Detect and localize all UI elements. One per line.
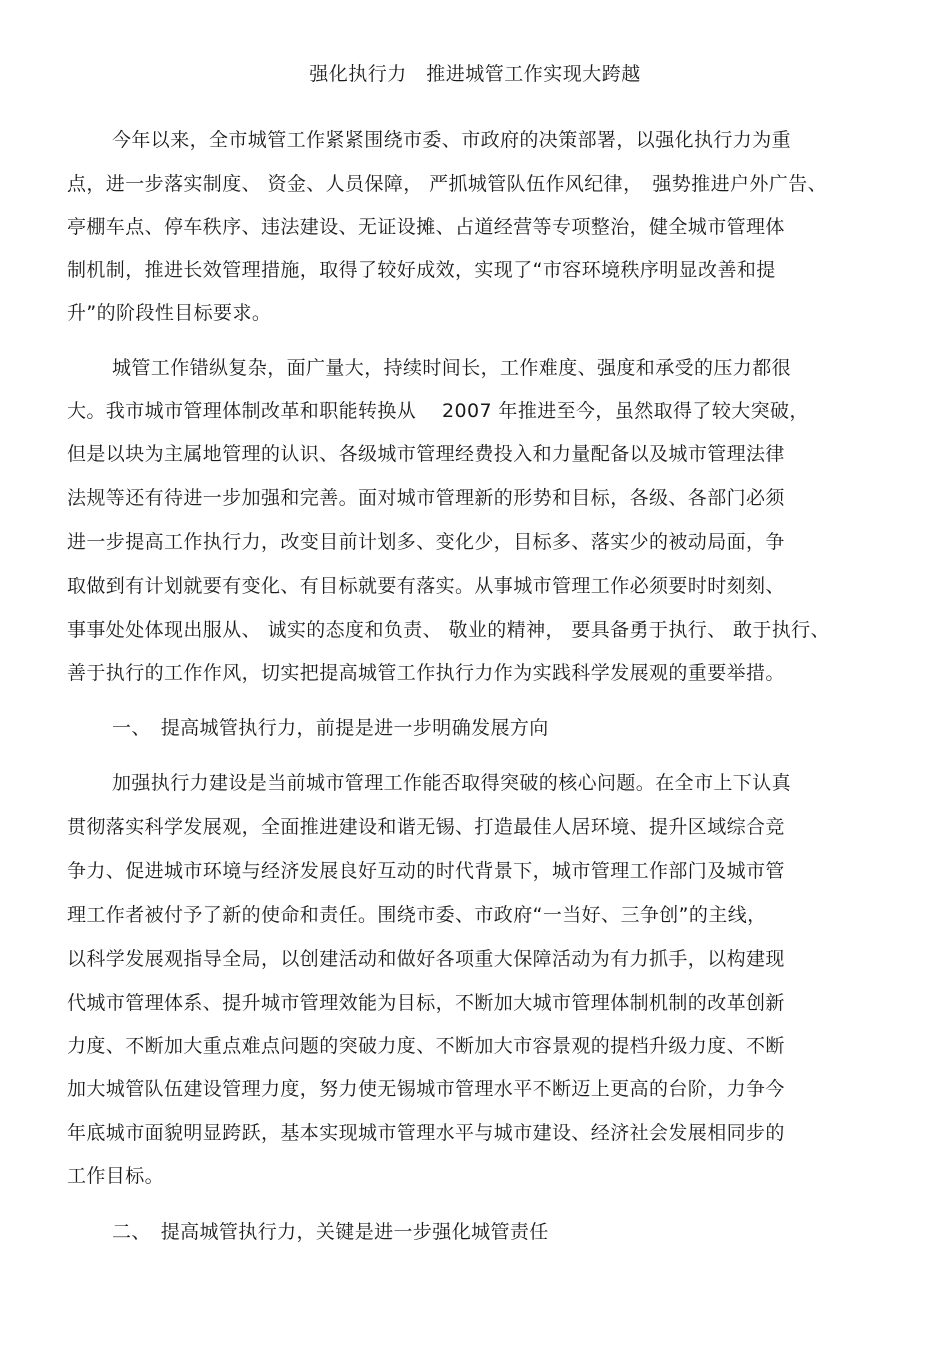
paragraph-3-line: 加强执行力建设是当前城市管理工作能否取得突破的核心问题。在全市上下认真 [112,772,792,794]
paragraph-2-line: 但是以块为主属地管理的认识、各级城市管理经费投入和力量配备以及城市管理法律 [67,443,785,465]
paragraph-1-line: 升”的阶段性目标要求。 [67,302,272,324]
paragraph-2-line: 取做到有计划就要有变化、有目标就要有落实。从事城市管理工作必须要时时刻刻、 [67,575,785,597]
section-heading-2: 二、 提高城管执行力，关键是进一步强化城管责任 [112,1221,549,1243]
paragraph-3-line: 工作目标。 [67,1165,165,1187]
paragraph-2-line: 善于执行的工作作风，切实把提高城管工作执行力作为实践科学发展观的重要举措。 [67,662,785,684]
paragraph-2-line: 城管工作错纵复杂，面广量大，持续时间长，工作难度、强度和承受的压力都很 [112,357,792,379]
paragraph-1-line: 今年以来，全市城管工作紧紧围绕市委、市政府的决策部署，以强化执行力为重 [112,129,792,151]
paragraph-1-line: 制机制，推进长效管理措施，取得了较好成效，实现了“市容环境秩序明显改善和提 [67,259,776,281]
paragraph-3-line: 力度、不断加大重点难点问题的突破力度、不断加大市容景观的提档升级力度、不断 [67,1035,785,1057]
section-heading-1: 一、 提高城管执行力，前提是进一步明确发展方向 [112,717,549,739]
paragraph-2-line: 法规等还有待进一步加强和完善。面对城市管理新的形势和目标，各级、各部门必须 [67,487,785,509]
paragraph-1-line: 点，进一步落实制度、 资金、人员保障， 严抓城管队伍作风纪律， 强势推进户外广告、 [67,173,827,195]
paragraph-2-line: 进一步提高工作执行力，改变目前计划多、变化少，目标多、落实少的被动局面，争 [67,531,785,553]
paragraph-3-line: 年底城市面貌明显跨跃，基本实现城市管理水平与城市建设、经济社会发展相同步的 [67,1122,785,1144]
paragraph-1-line: 亭棚车点、停车秩序、违法建设、无证设摊、占道经营等专项整治，健全城市管理体 [67,216,785,238]
paragraph-3-line: 代城市管理体系、提升城市管理效能为目标，不断加大城市管理体制机制的改革创新 [67,992,785,1014]
paragraph-2-line: 事事处处体现出服从、 诚实的态度和负责、 敬业的精神， 要具备勇于执行、 敢于执行、 [67,619,830,641]
paragraph-3-line: 争力、促进城市环境与经济发展良好互动的时代背景下，城市管理工作部门及城市管 [67,860,785,882]
paragraph-2-line: 大。我市城市管理体制改革和职能转换从 2007 年推进至今，虽然取得了较大突破， [67,400,809,422]
paragraph-3-line: 以科学发展观指导全局，以创建活动和做好各项重大保障活动为有力抓手，以构建现 [67,948,785,970]
paragraph-3-line: 加大城管队伍建设管理力度，努力使无锡城市管理水平不断迈上更高的台阶，力争今 [67,1078,785,1100]
paragraph-3-line: 理工作者被付予了新的使命和责任。围绕市委、市政府“一当好、三争创”的主线， [67,904,767,926]
paragraph-3-line: 贯彻落实科学发展观，全面推进建设和谐无锡、打造最佳人居环境、提升区域综合竞 [67,816,785,838]
document-title: 强化执行力 推进城管工作实现大跨越 [309,63,641,85]
